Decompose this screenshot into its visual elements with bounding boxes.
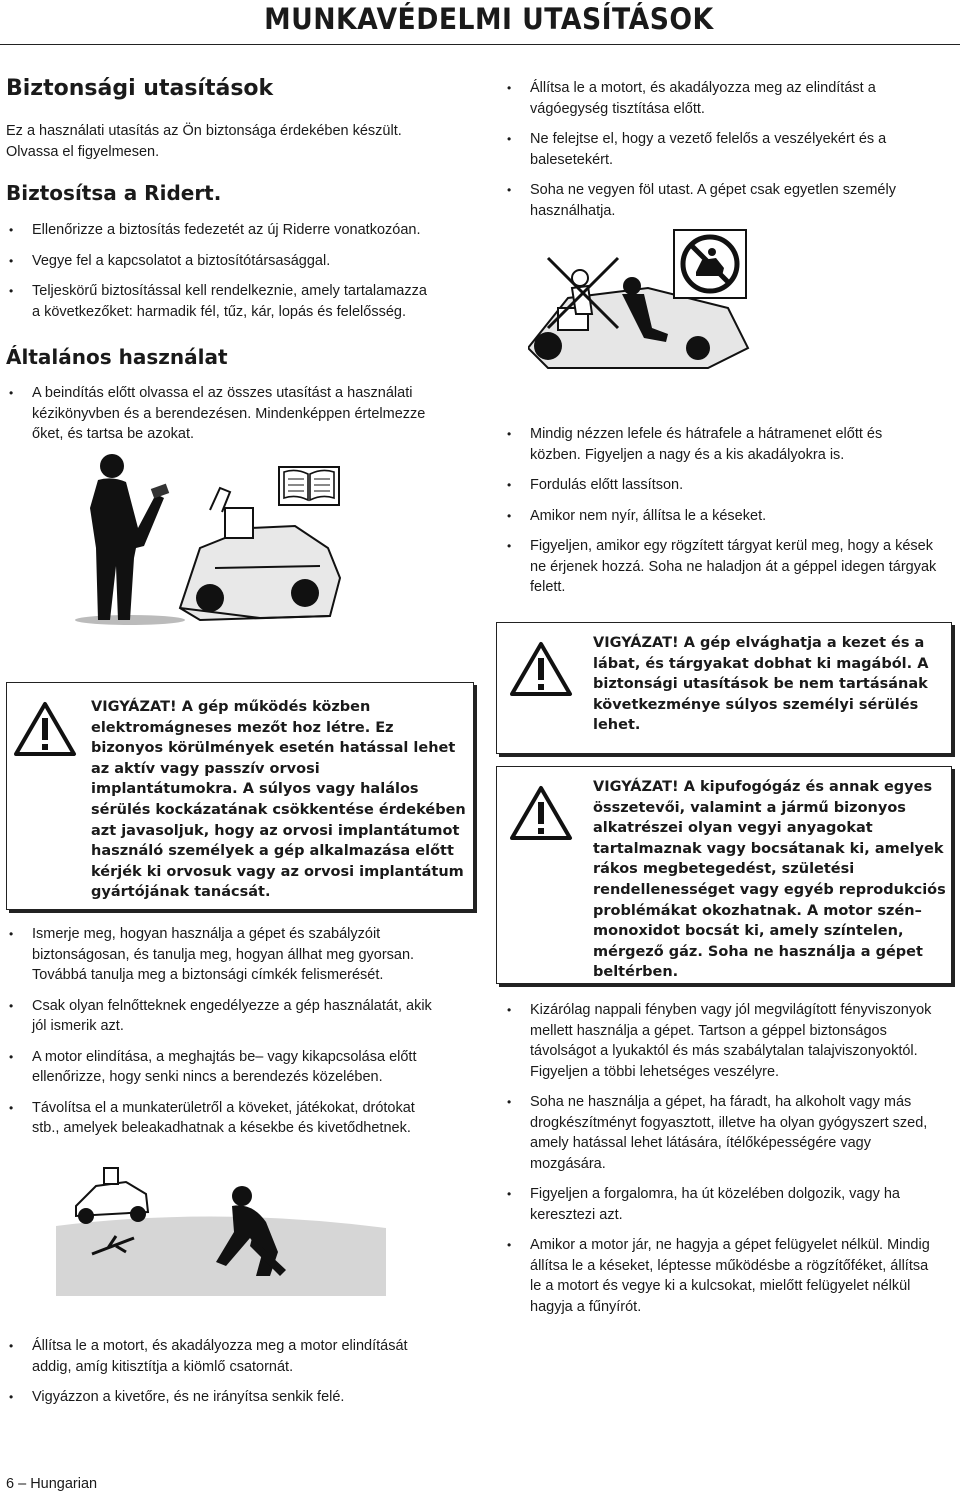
general-list (6, 383, 476, 455)
section-heading-safety: Biztonsági utasítások (6, 76, 274, 101)
section-heading-insure: Biztosítsa a Ridert. (6, 181, 222, 205)
warning-triangle-icon (13, 701, 77, 757)
list-item: • Fordulás előtt lassítson. (504, 475, 954, 496)
warning-box-exhaust (496, 766, 952, 984)
footer-language: – Hungarian (18, 1476, 98, 1492)
right-mid-list (504, 424, 954, 608)
warning-box-blade (496, 622, 952, 754)
list-item: • Kizárólag nappali fényben vagy jól megvilágított fényviszonyok mellett használja a gépet. Tartson a géppel biztonságos távolságot a lyukaktól és más szabálytalan talajviszonyoktól. Figyeljen a többi lehetséges veszélyre. (504, 1000, 956, 1082)
warning-triangle-icon (509, 785, 573, 841)
list-item: • A motor elindítása, a meghajtás be– vagy kikapcsolása előtt ellenőrizze, hogy senki nincs a berendezés közelében. (6, 1047, 476, 1088)
right-top-list (504, 78, 954, 231)
list-item: • Ellenőrizze a biztosítás fedezetét az új Riderre vonatkozóan. (6, 220, 476, 241)
list-item: • Amikor a motor jár, ne hagyja a gépet felügyelet nélkül. Mindig állítsa le a késeket, léptesse működésbe a rögzítőféket, állítsa le a motort és vegye ki a kulcsokat, mielőtt felügyelet nélkül hagyja a fűnyírót. (504, 1235, 956, 1317)
list-item: • Mindig nézzen lefele és hátrafele a hátramenet előtt és közben. Figyeljen a nagy és a kis akadályokra is. (504, 424, 954, 465)
list-item: • Amikor nem nyír, állítsa le a késeket. (504, 506, 954, 527)
list-item: • Állítsa le a motort, és akadályozza meg a motor elindítását addig, amíg kitisztítja a kiömlő csatornát. (6, 1336, 476, 1377)
list-item: • Vegye fel a kapcsolatot a biztosítótársasággal. (6, 251, 476, 272)
page-title: MUNKAVÉDELMI UTASÍTÁSOK (264, 2, 714, 36)
no-passenger-icon (672, 228, 748, 300)
list-item: • Ne felejtse el, hogy a vezető felelős a veszélyekért és a balesetekért. (504, 129, 954, 170)
header-divider (0, 44, 960, 45)
list-item: • Vigyázzon a kivetőre, és ne irányítsa senkik felé. (6, 1387, 476, 1408)
list-item: • Állítsa le a motort, és akadályozza meg az elindítást a vágóegység tisztítása előtt. (504, 78, 954, 119)
list-item: • Csak olyan felnőtteknek engedélyezze a gép használatát, akik jól ismerik azt. (6, 996, 476, 1037)
list-item: • Távolítsa el a munkaterületről a köveket, játékokat, drótokat stb., amelyek beleakadhatnak a késekbe és kivetődhetnek. (6, 1098, 476, 1139)
intro-line: Olvassa el figyelmesen. (6, 144, 160, 160)
warning-text-blade: VIGYÁZAT! A gép elvághatja a kezet és a lábat, és tárgyakat dobhat ki magából. A biztonsági utasítások be nem tartásának következménye súlyos személyi sérülés lehet. (593, 635, 929, 734)
list-item: • Ismerje meg, hogyan használja a gépet és szabályzóit biztonságosan, és tanulja meg, hogyan állhat meg gyorsan. Továbbá tanulja meg a biztonsági címkék felismerését. (6, 924, 476, 986)
intro-paragraph (6, 121, 476, 163)
warning-box-emf (6, 682, 474, 910)
list-item: • Soha ne vegyen föl utast. A gépet csak egyetlen személy használhatja. (504, 180, 954, 221)
debris-clearing-illustration (56, 1166, 386, 1296)
manual-book-icon (278, 466, 340, 506)
insure-list (6, 220, 476, 332)
list-item: • Figyeljen a forgalomra, ha út közelében dolgozik, vagy ha keresztezi azt. (504, 1184, 956, 1225)
section-heading-general: Általános használat (6, 345, 228, 369)
page-number: 6 (6, 1476, 15, 1492)
usage-list (6, 924, 476, 1149)
intro-line: Ez a használati utasítás az Ön biztonsága érdekében készült. (6, 123, 402, 139)
chute-list (6, 1336, 476, 1418)
list-item: • Teljeskörű biztosítással kell rendelkeznie, amely tartalamazza a következőket: harmadik fél, tűz, kár, lopás és felelősség. (6, 281, 476, 322)
list-item: • A beindítás előtt olvassa el az összes utasítást a használati kézikönyvben és a berendezésen. Mindenképpen értelmezze őket, és tartsa be azokat. (6, 383, 476, 445)
warning-text-exhaust: VIGYÁZAT! A kipufogógáz és annak egyes összetevői, valamint a jármű bizonyos alkatrészei olyan vegyi anyagokat tartalmaznak vagy bocsátanak ki, amelyek rákos megbetegedést, születési rendellenességet vagy egyéb reprodukciós problémákat okozhatnak. A motor szén– monoxidot bocsát ki, amely színtelen, mérgező gáz. Soha ne használja a gépet beltérben. (593, 779, 946, 981)
right-bottom-list (504, 1000, 956, 1327)
list-item: • Figyeljen, amikor egy rögzített tárgyat kerül meg, hogy a kések ne érjenek hozzá. Soha ne haladjon át a géppel idegen tárgyak felett. (504, 536, 954, 598)
list-item: • Soha ne használja a gépet, ha fáradt, ha alkoholt vagy más drogkészítményt fogyasztott, illetve ha olyan gyógyszert szed, amely hatással lehet látására, ítélőképességére vagy mozgására. (504, 1092, 956, 1174)
page-footer (6, 1476, 97, 1492)
warning-text-emf: VIGYÁZAT! A gép működés közben elektromágneses mezőt hoz létre. Ez bizonyos körülmények esetén hatással lehet az aktív vagy passzív orvosi implantátumokra. A súlyos vagy halálos sérülés kockázatának csökkentése érdekében azt javasoljuk, hogy az orvosi implantátumot használó személyek a gép alkalmazása előtt kérjék ki orvosuk vagy az orvosi implantátum gyártójának tanácsát. (91, 699, 466, 901)
warning-triangle-icon (509, 641, 573, 697)
